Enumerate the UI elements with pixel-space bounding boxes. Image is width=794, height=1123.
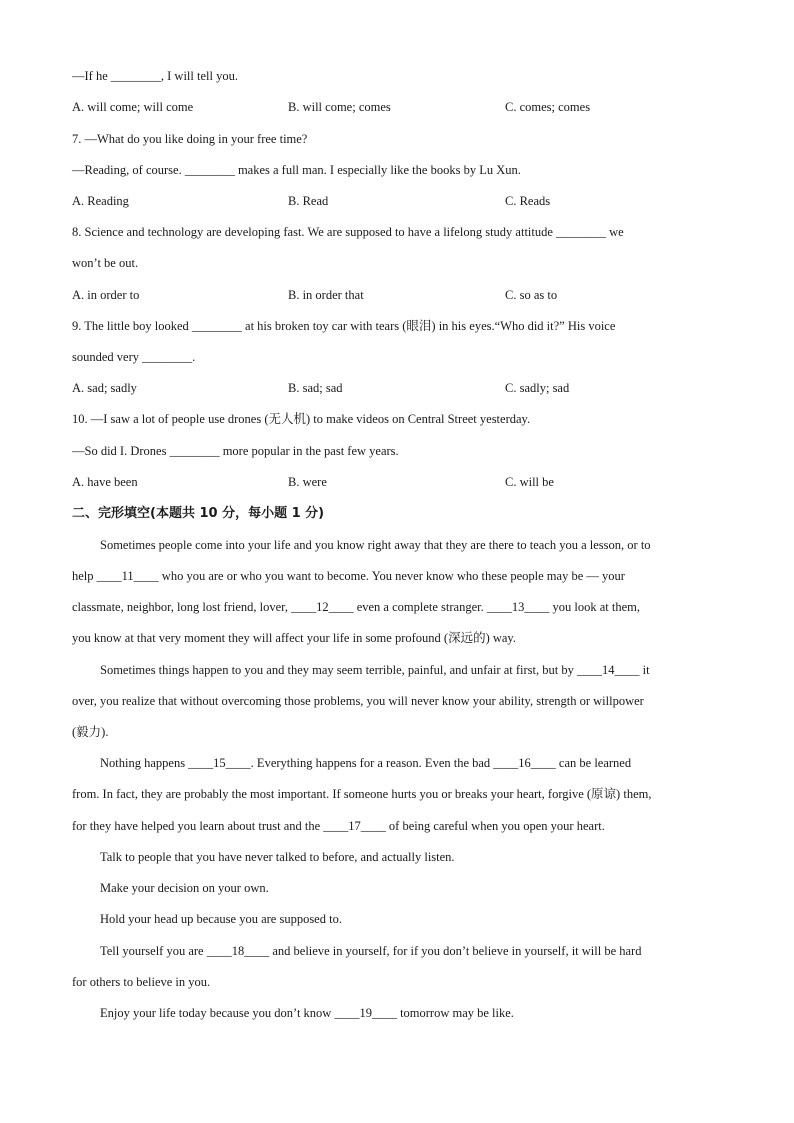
q7-option-a: A. Reading — [72, 194, 129, 208]
q9-question-cont: sounded very ________. — [72, 350, 196, 364]
passage-p3-line3: for they have helped you learn about trust and the ____17____ of being careful when you open your heart. — [72, 819, 605, 833]
q10-option-b: B. were — [288, 475, 327, 489]
q7-option-c: C. Reads — [505, 194, 551, 208]
q8-question-cont: won’t be out. — [72, 256, 139, 270]
q8-options — [72, 287, 772, 303]
q9-options — [72, 380, 772, 396]
q9-question: 9. The little boy looked ________ at his broken toy car with tears (眼泪) in his eyes.“Who did it?” His voice — [72, 319, 616, 333]
passage-p4: Talk to people that you have never talked to before, and actually listen. — [100, 850, 455, 864]
q6-options — [72, 99, 772, 115]
q10-answer-line: —So did I. Drones ________ more popular in the past few years. — [72, 444, 399, 458]
passage-p1-line4: you know at that very moment they will affect your life in some profound (深远的) way. — [72, 631, 516, 645]
q8-question: 8. Science and technology are developing fast. We are supposed to have a lifelong study attitude ________ we — [72, 225, 624, 239]
passage-p8: Enjoy your life today because you don’t know ____19____ tomorrow may be like. — [100, 1006, 514, 1020]
q6-option-b: B. will come; comes — [288, 100, 391, 114]
section-heading-cloze: 二、完形填空(本题共 10 分，每小题 1 分) — [72, 506, 325, 521]
q7-answer-line: —Reading, of course. ________ makes a full man. I especially like the books by Lu Xun. — [72, 163, 521, 177]
q6-answer-line: —If he ________, I will tell you. — [72, 69, 238, 83]
passage-p3-line2: from. In fact, they are probably the most important. If someone hurts you or breaks your heart, forgive (原谅) them, — [72, 787, 652, 801]
q7-question: 7. —What do you like doing in your free time? — [72, 132, 308, 146]
q10-options — [72, 474, 772, 490]
q6-option-a: A. will come; will come — [72, 100, 194, 114]
q6-option-c: C. comes; comes — [505, 100, 591, 114]
q8-option-b: B. in order that — [288, 288, 364, 302]
q10-option-c: C. will be — [505, 475, 554, 489]
q7-options — [72, 193, 772, 209]
passage-p6: Hold your head up because you are supposed to. — [100, 912, 342, 926]
passage-p5: Make your decision on your own. — [100, 881, 269, 895]
q9-option-c: C. sadly; sad — [505, 381, 570, 395]
passage-p2-line3: (毅力). — [72, 725, 109, 739]
q9-option-a: A. sad; sadly — [72, 381, 137, 395]
q8-option-c: C. so as to — [505, 288, 558, 302]
q9-option-b: B. sad; sad — [288, 381, 343, 395]
passage-p1-line2: help ____11____ who you are or who you want to become. You never know who these people may be — your — [72, 569, 625, 583]
passage-p7-line2: for others to believe in you. — [72, 975, 211, 989]
passage-p1-line1: Sometimes people come into your life and you know right away that they are there to teach you a lesson, or to — [100, 538, 651, 552]
passage-p7-line1: Tell yourself you are ____18____ and believe in yourself, for if you don’t believe in yourself, it will be hard — [100, 944, 642, 958]
passage-p1-line3: classmate, neighbor, long lost friend, lover, ____12____ even a complete stranger. ____13____ you look at them, — [72, 600, 640, 614]
q8-option-a: A. in order to — [72, 288, 140, 302]
q10-question: 10. —I saw a lot of people use drones (无人机) to make videos on Central Street yesterday. — [72, 412, 531, 426]
q7-option-b: B. Read — [288, 194, 329, 208]
passage-p2-line1: Sometimes things happen to you and they may seem terrible, painful, and unfair at first, but by ____14____ it — [100, 663, 650, 677]
q10-option-a: A. have been — [72, 475, 138, 489]
passage-p3-line1: Nothing happens ____15____. Everything happens for a reason. Even the bad ____16____ can be learned — [100, 756, 632, 770]
passage-p2-line2: over, you realize that without overcoming those problems, you will never know your ability, strength or willpower — [72, 694, 644, 708]
